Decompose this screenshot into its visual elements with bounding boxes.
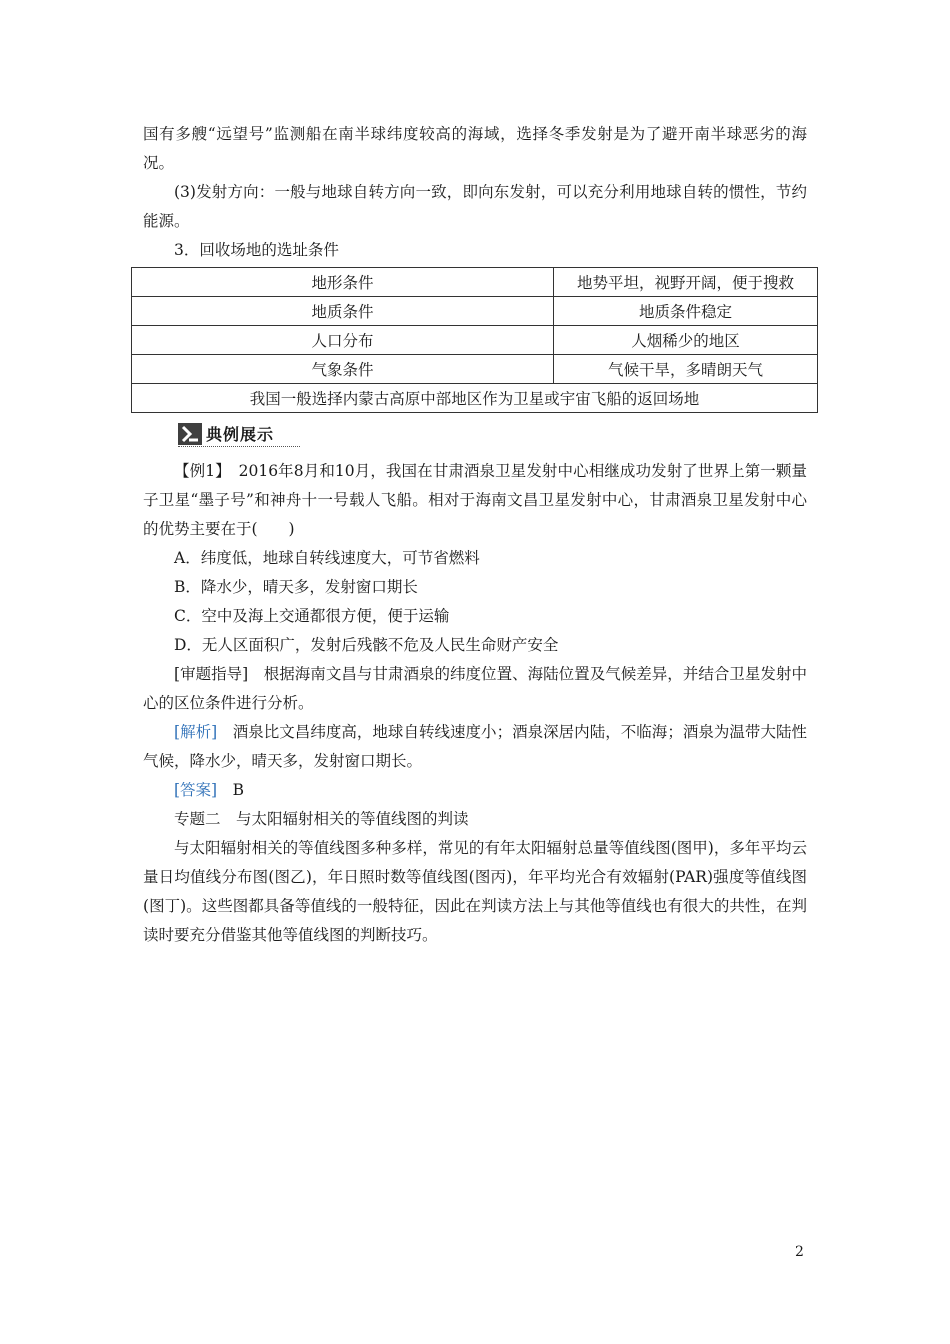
- table-cell-description: 地势平坦，视野开阔，便于搜救: [554, 268, 818, 297]
- analysis-text: 酒泉比文昌纬度高，地球自转线速度小；酒泉深居内陆，不临海；酒泉为温带大陆性气候，降水少，晴天多，发射窗口期长。: [143, 723, 807, 770]
- table-row: [132, 268, 818, 297]
- section-header: [178, 421, 300, 447]
- table-footer-cell: 我国一般选择内蒙古高原中部地区作为卫星或宇宙飞船的返回场地: [132, 384, 818, 413]
- table-row: [132, 355, 818, 384]
- paragraph-intro: 国有多艘“远望号”监测船在南半球纬度较高的海域，选择冬季发射是为了避开南半球恶劣的海况。: [143, 125, 807, 172]
- guide-tag: [审题指导]: [174, 665, 249, 683]
- section-header-label: 典例展示: [206, 425, 275, 444]
- example-tag: 【例1】: [174, 462, 224, 480]
- table-cell-condition: 地形条件: [132, 268, 554, 297]
- answer-tag: [答案]: [174, 781, 218, 799]
- table-footer-row: [132, 384, 818, 413]
- review-guide: [143, 660, 807, 718]
- option-a: A．纬度低，地球自转线速度大，可节省燃料: [174, 549, 480, 567]
- arrow-icon: [178, 423, 202, 445]
- table-cell-description: 地质条件稳定: [554, 297, 818, 326]
- page-number: 2: [795, 1244, 804, 1260]
- table-cell-description: 气候干旱，多晴朗天气: [554, 355, 818, 384]
- guide-text: 根据海南文昌与甘肃酒泉的纬度位置、海陆位置及气候差异，并结合卫星发射中心的区位条件进行分析。: [143, 665, 807, 712]
- analysis: [143, 718, 807, 776]
- example-question: [143, 457, 807, 544]
- table-cell-condition: 人口分布: [132, 326, 554, 355]
- example-text: 2016年8月和10月，我国在甘肃酒泉卫星发射中心相继成功发射了世界上第一颗量子卫星“墨子号”和神舟十一号载人飞船。相对于海南文昌卫星发射中心，甘肃酒泉卫星发射中心的优势主要在于( ): [143, 462, 807, 538]
- analysis-tag: [解析]: [174, 723, 218, 741]
- table-cell-condition: 气象条件: [132, 355, 554, 384]
- option-c: C．空中及海上交通都很方便，便于运输: [174, 607, 450, 625]
- option-b: B．降水少，晴天多，发射窗口期长: [174, 578, 418, 596]
- table-cell-condition: 地质条件: [132, 297, 554, 326]
- topic2-body: 与太阳辐射相关的等值线图多种多样，常见的有年太阳辐射总量等值线图(图甲)，多年平均云量日均值线分布图(图乙)，年日照时数等值线图(图丙)，年平均光合有效辐射(PAR)强度等值线图(图丁)。这些图都具备等值线的一般特征，因此在判读方法上与其他等值线也有很大的共性，在判读时要充分借鉴其他等值线图的判断技巧。: [143, 839, 807, 944]
- recovery-site-table: [131, 267, 818, 413]
- paragraph-recovery-heading: 3．回收场地的选址条件: [174, 241, 339, 259]
- section-header-underline: [178, 446, 300, 447]
- answer-text: B: [217, 781, 244, 799]
- option-d: D．无人区面积广，发射后残骸不危及人民生命财产安全: [174, 636, 559, 654]
- topic2-title: 专题二 与太阳辐射相关的等值线图的判读: [174, 810, 469, 828]
- table-row: [132, 326, 818, 355]
- table-row: [132, 297, 818, 326]
- table-cell-description: 人烟稀少的地区: [554, 326, 818, 355]
- answer: [143, 776, 807, 805]
- paragraph-launch-direction: (3)发射方向：一般与地球自转方向一致，即向东发射，可以充分利用地球自转的惯性，节约能源。: [143, 183, 807, 230]
